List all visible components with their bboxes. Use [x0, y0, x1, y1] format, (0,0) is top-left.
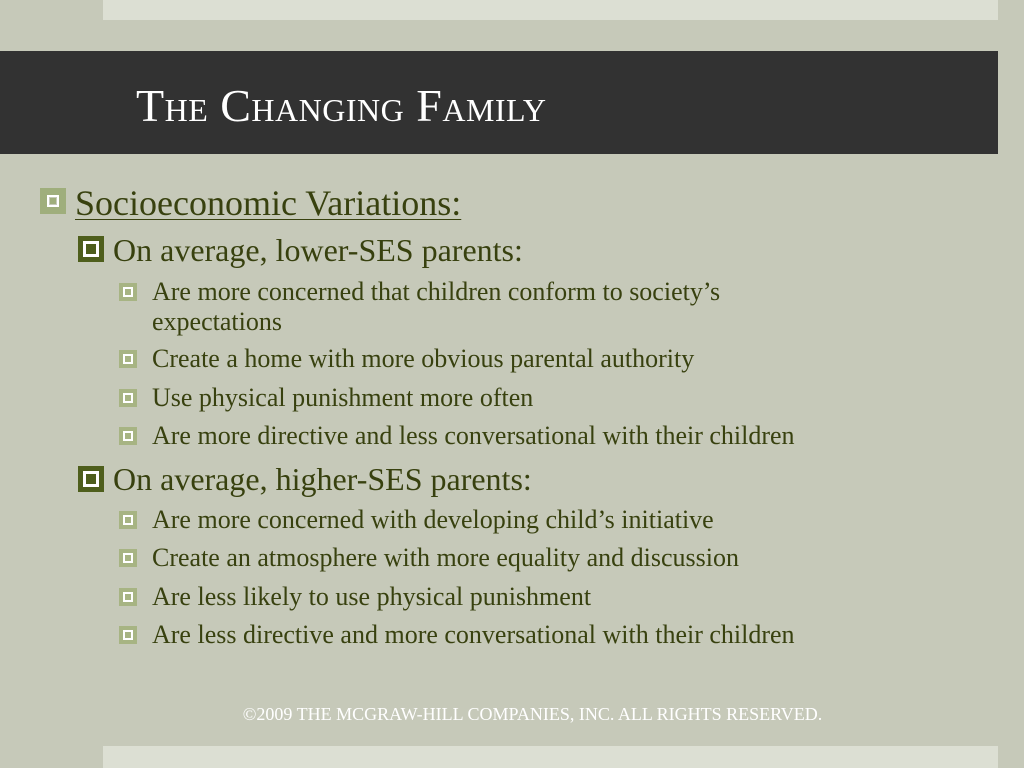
bullet-core: [125, 555, 131, 561]
list-item: Create an atmosphere with more equality and discussion: [152, 543, 740, 572]
bullet-core: [86, 474, 96, 484]
list-item-continuation: expectations: [152, 307, 282, 336]
bullet-core: [125, 632, 131, 638]
bullet-core: [125, 594, 131, 600]
bullet-core: [50, 198, 56, 204]
square-bullet-icon: [78, 466, 104, 492]
bullet-core: [125, 395, 131, 401]
bullet-core: [86, 244, 96, 254]
section-heading: Socioeconomic Variations:: [75, 183, 462, 223]
list-item: Are more concerned that children conform to society’s: [152, 277, 721, 306]
list-item: Are less directive and more conversational with their children: [152, 620, 795, 649]
copyright-footer: ©2009 THE MCGRAW-HILL COMPANIES, INC. ALL RIGHTS RESERVED.: [242, 704, 823, 724]
square-bullet-icon: [119, 549, 137, 567]
square-bullet-icon: [40, 188, 66, 214]
square-bullet-icon: [119, 511, 137, 529]
group-label-higher-ses: On average, higher-SES parents:: [113, 461, 532, 497]
list-item: Use physical punishment more often: [152, 383, 534, 412]
list-item: Are more concerned with developing child’s initiative: [152, 505, 714, 534]
square-bullet-icon: [119, 350, 137, 368]
bullet-core: [125, 433, 131, 439]
square-bullet-icon: [119, 626, 137, 644]
list-item: Create a home with more obvious parental authority: [152, 344, 695, 373]
slide-title: The Changing Family: [136, 80, 547, 131]
square-bullet-icon: [119, 427, 137, 445]
bottom-band: [103, 746, 998, 768]
bullet-core: [125, 289, 131, 295]
list-item: Are less likely to use physical punishment: [152, 582, 592, 611]
square-bullet-icon: [119, 588, 137, 606]
group-label-lower-ses: On average, lower-SES parents:: [113, 232, 523, 268]
list-item: Are more directive and less conversational with their children: [152, 421, 795, 450]
square-bullet-icon: [119, 389, 137, 407]
square-bullet-icon: [119, 283, 137, 301]
bullet-core: [125, 356, 131, 362]
bullet-core: [125, 517, 131, 523]
square-bullet-icon: [78, 236, 104, 262]
